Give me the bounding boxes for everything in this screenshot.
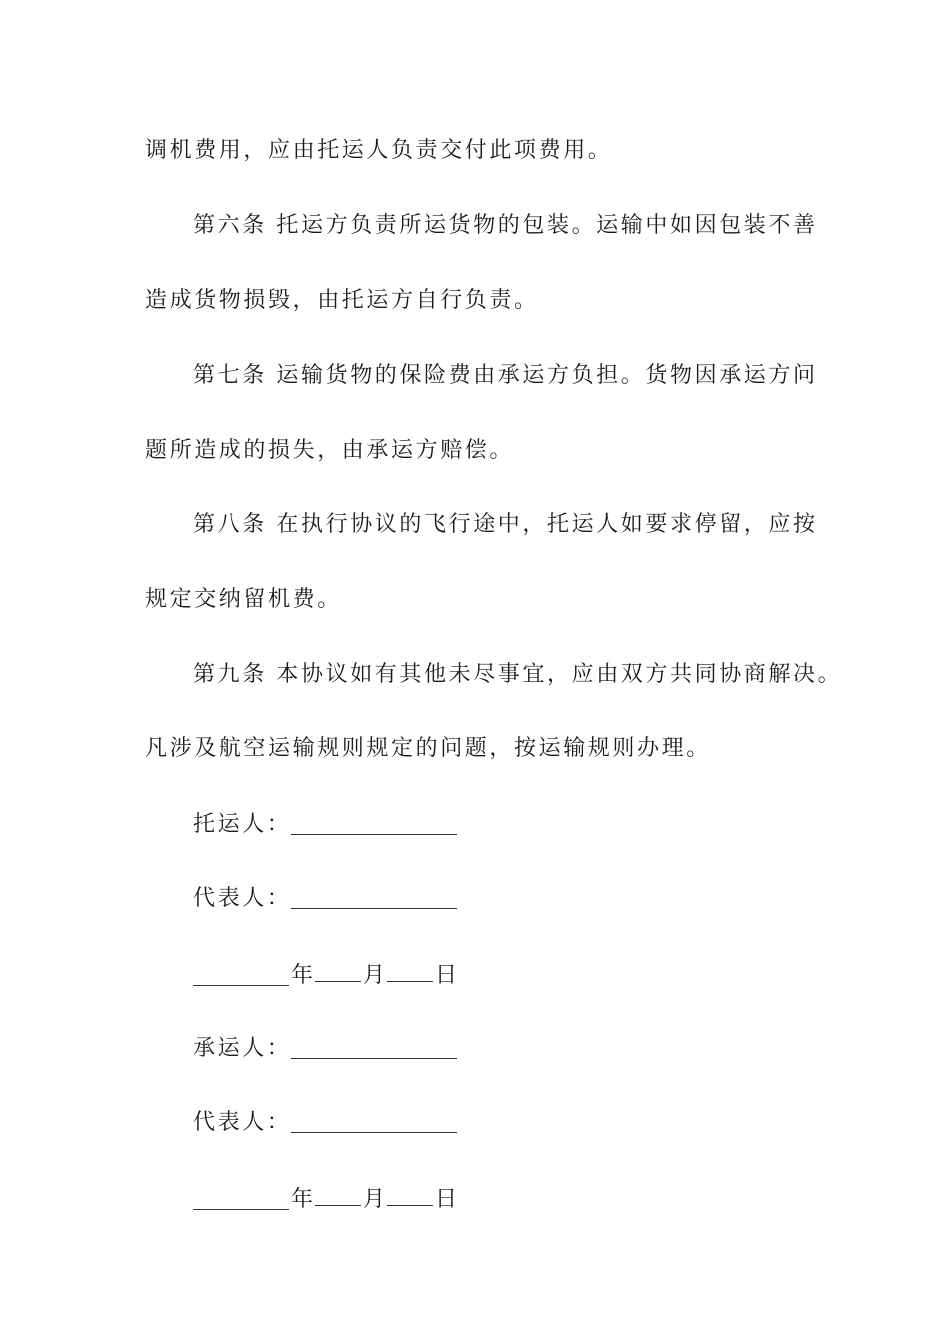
carrier-blank (291, 1036, 457, 1059)
article-seven-line-1: 第七条 运输货物的保险费由承运方负担。货物因承运方问 (193, 363, 818, 388)
article-eight-line-2: 规定交纳留机费。 (145, 587, 342, 612)
carrier-rep-signature-line (193, 1108, 457, 1138)
shipper-blank (291, 812, 457, 835)
shipper-month-blank (315, 959, 361, 982)
paragraph-line: 调机费用，应由托运人负责交付此项费用。 (145, 138, 613, 163)
article-nine-line-1: 第九条 本协议如有其他未尽事宜，应由双方共同协商解决。 (193, 662, 843, 687)
day-label: 日 (435, 1187, 458, 1212)
carrier-day-blank (387, 1183, 433, 1206)
month-label: 月 (363, 1187, 386, 1212)
article-nine-line-2: 凡涉及航空运输规则规定的问题，按运输规则办理。 (145, 736, 711, 761)
carrier-signature-line (193, 1034, 457, 1064)
shipper-label: 托运人： (193, 812, 292, 837)
article-six-line-2: 造成货物损毁，由托运方自行负责。 (145, 288, 539, 313)
carrier-date-line (193, 1183, 457, 1213)
article-eight-line-1: 第八条 在执行协议的飞行途中，托运人如要求停留，应按 (193, 512, 818, 537)
shipper-rep-label: 代表人： (193, 886, 292, 911)
shipper-rep-blank (291, 886, 457, 909)
carrier-rep-label: 代表人： (193, 1110, 292, 1135)
carrier-rep-blank (291, 1110, 457, 1133)
shipper-day-blank (387, 959, 433, 982)
article-six-line-1: 第六条 托运方负责所运货物的包装。运输中如因包装不善 (193, 213, 818, 238)
shipper-date-line (193, 959, 457, 989)
carrier-month-blank (315, 1183, 361, 1206)
day-label: 日 (435, 963, 458, 988)
shipper-signature-line (193, 810, 457, 840)
year-label: 年 (291, 963, 314, 988)
shipper-year-blank (193, 963, 289, 986)
year-label: 年 (291, 1187, 314, 1212)
article-seven-line-2: 题所造成的损失，由承运方赔偿。 (145, 438, 515, 463)
month-label: 月 (363, 963, 386, 988)
shipper-rep-signature-line (193, 884, 457, 914)
carrier-label: 承运人： (193, 1036, 292, 1061)
carrier-year-blank (193, 1187, 289, 1210)
